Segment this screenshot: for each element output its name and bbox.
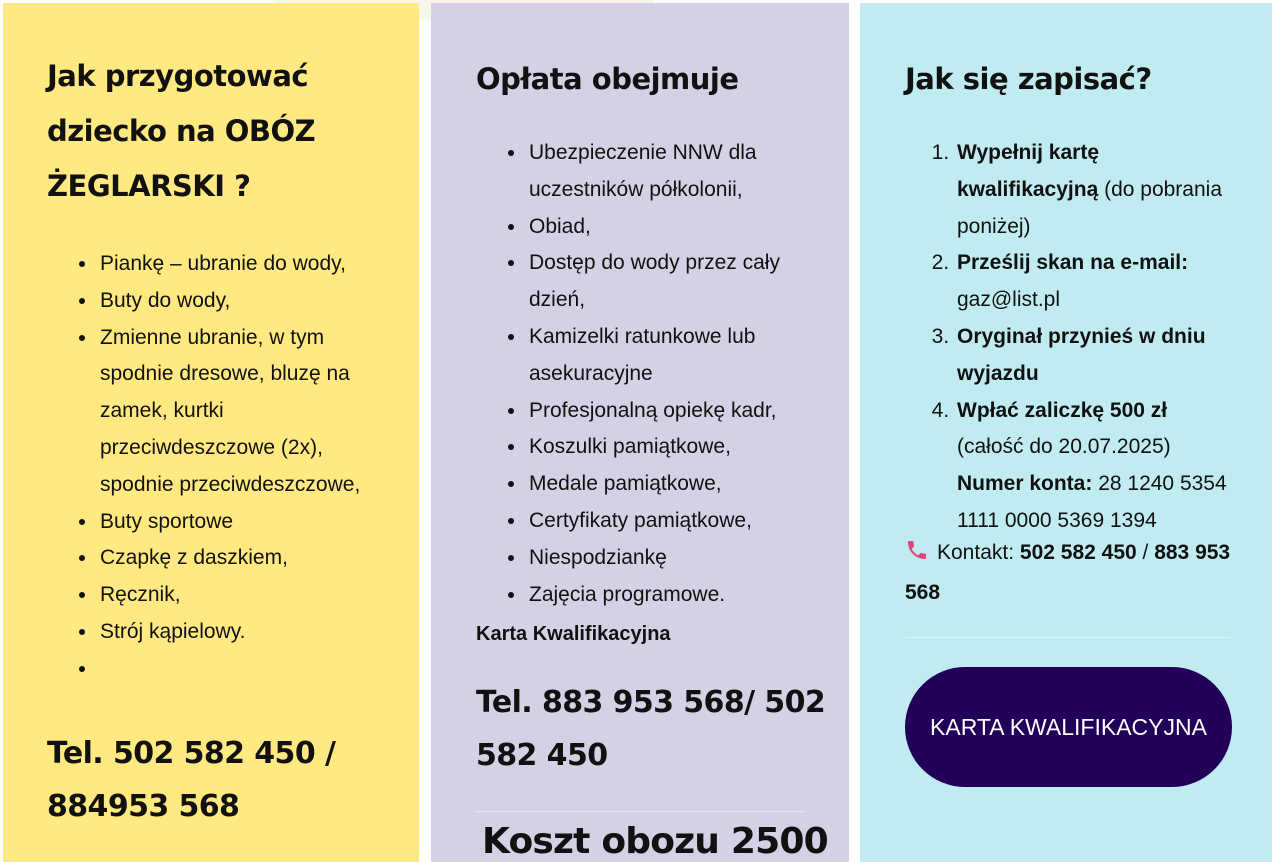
signup-step xyxy=(955,135,1235,245)
divider xyxy=(905,637,1231,638)
list-item: • Zajęcia programowe. xyxy=(527,577,827,614)
contact-line xyxy=(905,535,1235,612)
phone-numbers: Tel. 883 953 568/ 502 582 450 xyxy=(476,685,826,773)
signup-step xyxy=(955,245,1235,319)
list-item: • Profesjonalną opiekę kadr, xyxy=(527,393,827,430)
list-item: • Strój kąpielowy. xyxy=(98,614,380,651)
signup-steps xyxy=(955,135,1235,540)
step-text: (do pobrania poniżej) xyxy=(957,177,1223,238)
list-item: • Czapkę z daszkiem, xyxy=(98,540,380,577)
contact-separator: / xyxy=(1136,541,1155,564)
phone-numbers: Tel. 502 582 450 / 884953 568 xyxy=(47,736,336,824)
step-bold: Oryginał przynieś w dniu wyjazdu xyxy=(957,324,1206,385)
packing-list xyxy=(25,246,380,688)
signup-step xyxy=(955,393,1235,540)
packing-list-column xyxy=(3,3,419,862)
signup-title: Jak się zapisać? xyxy=(905,62,1152,96)
list-item: • Ręcznik, xyxy=(98,577,380,614)
signup-step xyxy=(955,319,1235,393)
fee-includes-list xyxy=(527,135,827,613)
account-number: 28 1240 5354 1111 0000 5369 1394 xyxy=(957,472,1227,532)
email-address[interactable]: gaz@list.pl xyxy=(957,288,1061,312)
step-bold: Wypełnij kartę kwalifikacyjną xyxy=(957,141,1099,201)
contact-phone[interactable]: 883 953 568 xyxy=(905,541,1231,604)
list-item: • Medale pamiątkowe, xyxy=(527,466,827,503)
step-bold: Prześlij skan na e-mail: xyxy=(957,251,1189,275)
list-item: • Buty sportowe xyxy=(98,504,380,541)
camp-cost: Koszt obozu 2500 xyxy=(482,821,828,862)
qualification-card-button[interactable]: KARTA KWALIFIKACYJNA xyxy=(905,667,1232,787)
list-item: • Zmienne ubranie, w tym spodnie dresowe, bluzę na zamek, kurtki przeciwdeszczowe (2x), spodnie przeciwdeszczowe, xyxy=(98,320,380,504)
list-item: • Certyfikaty pamiątkowe, xyxy=(527,503,827,540)
fee-includes-column xyxy=(431,3,849,862)
list-item: • Niespodziankę xyxy=(527,540,827,577)
divider xyxy=(476,811,804,812)
packing-list-title: Jak przygotować dziecko na OBÓZ ŻEGLARSKI ? xyxy=(47,59,316,203)
step-text: (całość do 20.07.2025) xyxy=(957,435,1171,459)
list-item: • Obiad, xyxy=(527,209,827,246)
list-item: • Dostęp do wody przez cały dzień, xyxy=(527,245,827,319)
step-bold: Wpłać zaliczkę 500 zł xyxy=(957,398,1168,422)
list-item xyxy=(98,651,380,688)
account-label: Numer konta: xyxy=(957,472,1093,496)
contact-label: Kontakt: xyxy=(937,541,1020,564)
contact-phone[interactable]: 502 582 450 xyxy=(1019,541,1137,564)
signup-column xyxy=(860,3,1272,862)
list-item: • Piankę – ubranie do wody, xyxy=(98,246,380,283)
list-item: • Kamizelki ratunkowe lub asekuracyjne xyxy=(527,319,827,393)
list-item: • Buty do wody, xyxy=(98,283,380,320)
phone-icon xyxy=(905,538,929,575)
list-item: • Koszulki pamiątkowe, xyxy=(527,429,827,466)
fee-includes-title: Opłata obejmuje xyxy=(476,62,739,96)
qualification-card-link[interactable]: Karta Kwalifikacyjna xyxy=(476,623,671,645)
list-item: • Ubezpieczenie NNW dla uczestników półkolonii, xyxy=(527,135,827,209)
